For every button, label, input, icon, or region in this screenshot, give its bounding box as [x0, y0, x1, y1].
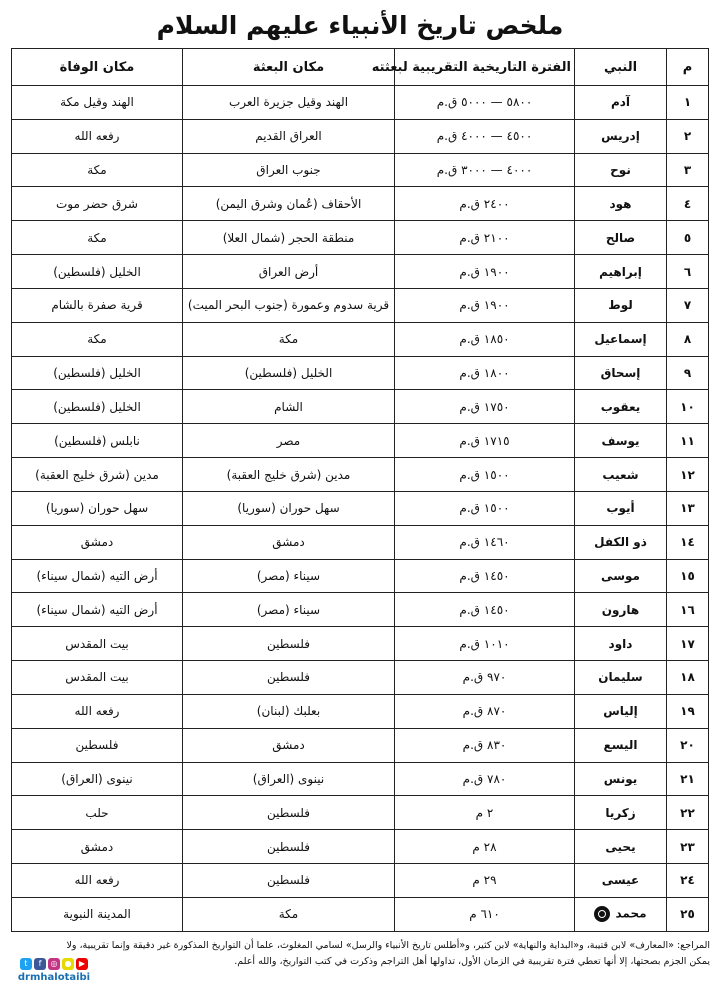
row-num: [667, 153, 709, 187]
row-prophet: [575, 593, 667, 627]
row-num: [667, 762, 709, 796]
brand-watermark: [0, 956, 108, 996]
header-num: م: [667, 49, 709, 86]
row-num-text: ١٥: [680, 569, 695, 583]
row-num-text: ١٧: [680, 636, 695, 651]
row-prophet-text: هارون: [601, 602, 640, 617]
table-row: [12, 661, 709, 695]
row-death-place-text: الخليل (فلسطين): [53, 264, 141, 279]
row-mission-place-text: قرية سدوم وعمورة (جنوب البحر الميت): [187, 298, 390, 313]
row-prophet-text: إبراهيم: [599, 264, 642, 279]
row-mission-place: [183, 491, 395, 525]
row-prophet-text: نوح: [610, 163, 631, 178]
row-num: [667, 796, 709, 830]
row-death-place: [12, 762, 183, 796]
row-prophet-text: إسحاق: [600, 366, 641, 381]
row-period-text: ١٥٠٠ ق.م: [459, 467, 510, 482]
facebook-icon: f: [34, 958, 46, 970]
row-death-place-text: رفعه الله: [74, 704, 120, 719]
table-row: [12, 796, 709, 830]
row-death-place-text: المدينة النبوية: [63, 907, 131, 922]
row-death-place: [12, 458, 183, 492]
row-mission-place-text: الشام: [274, 399, 303, 414]
row-prophet-text: يوسف: [601, 433, 640, 448]
row-death-place: [12, 728, 183, 762]
row-death-place-text: نينوى (العراق): [61, 771, 133, 786]
row-mission-place-text: جنوب العراق: [256, 163, 321, 178]
row-death-place-text: مكة: [87, 230, 107, 245]
brand-handle: drmhalotaibi: [17, 972, 91, 983]
row-prophet-text: موسى: [601, 569, 640, 583]
row-death-place: [12, 559, 183, 593]
row-mission-place: [183, 288, 395, 322]
row-prophet-text: إدريس: [601, 129, 640, 144]
row-prophet-text: زكريا: [605, 805, 636, 820]
row-num: [667, 255, 709, 289]
row-prophet-text: ذو الكفل: [594, 535, 647, 550]
row-mission-place-text: الهند وقيل جزيرة العرب: [228, 95, 349, 110]
references-line-1: المراجع: «المعارف» لابن قتيبة، و«البداية والنهاية» لابن كثير، و«أطلس تاريخ الأنبياء والرسل» لسامي المغلوث، علما أن التواريخ المذكورة غير دقيقة وإنما تقريبية، ولا: [66, 940, 710, 951]
row-period: [395, 694, 575, 728]
row-period-text: ٩٧٠ ق.م: [462, 670, 507, 685]
table-row: [12, 593, 709, 627]
row-mission-place-text: العراق القديم: [255, 129, 322, 144]
row-period-text: ٢٩ م: [472, 873, 497, 888]
row-num: [667, 458, 709, 492]
row-death-place-text: مكة: [87, 332, 107, 347]
row-num: [667, 830, 709, 864]
row-num-text: ١٤: [680, 535, 695, 550]
row-prophet: [575, 322, 667, 356]
prophets-table: [11, 48, 709, 932]
row-period: [395, 830, 575, 864]
row-period-text: ٨٧٠ ق.م: [462, 704, 507, 719]
row-mission-place-text: مكة: [278, 332, 299, 347]
row-period-text: ٨٣٠ ق.م: [462, 738, 507, 753]
row-num-text: ٧: [683, 298, 692, 313]
row-num: [667, 119, 709, 153]
row-death-place-text: بيت المقدس: [65, 670, 129, 685]
row-death-place: [12, 864, 183, 898]
row-prophet-text: يعقوب: [600, 399, 641, 414]
header-death-place: مكان الوفاة: [12, 49, 183, 86]
row-period: [395, 627, 575, 661]
row-num-text: ٢٣: [680, 839, 695, 854]
row-mission-place: [183, 187, 395, 221]
row-prophet: [575, 830, 667, 864]
row-num-text: ٢٤: [680, 873, 695, 888]
row-prophet-text: هود: [609, 196, 632, 211]
row-num: [667, 593, 709, 627]
row-num: [667, 187, 709, 221]
row-prophet: [575, 661, 667, 695]
row-num-text: ١٦: [680, 602, 695, 617]
row-death-place: [12, 593, 183, 627]
row-num-text: ١٣: [680, 501, 695, 516]
row-death-place-text: دمشق: [80, 535, 114, 550]
row-num: [667, 322, 709, 356]
row-mission-place: [183, 830, 395, 864]
row-mission-place: [183, 627, 395, 661]
social-icons: [0, 958, 108, 970]
row-period-text: ٤٥٠٠ — ٤٠٠٠ ق.م: [436, 129, 533, 144]
twitter-icon: t: [20, 958, 32, 970]
row-prophet-text: لوط: [608, 298, 633, 313]
row-period: [395, 525, 575, 559]
row-num-text: ٢١: [680, 771, 695, 786]
references: [10, 938, 710, 970]
table-row: [12, 458, 709, 492]
row-num-text: ٩: [683, 366, 692, 381]
header-period: الفترة التاريخية التقريبية لبعثته: [395, 49, 575, 86]
row-num: [667, 288, 709, 322]
row-num: [667, 86, 709, 120]
row-prophet-text: عيسى: [601, 873, 640, 888]
row-mission-place: [183, 525, 395, 559]
row-death-place: [12, 322, 183, 356]
honorific-seal-icon: [594, 906, 610, 922]
row-prophet: [575, 728, 667, 762]
table-row: [12, 221, 709, 255]
row-num: [667, 424, 709, 458]
row-period: [395, 221, 575, 255]
row-mission-place: [183, 221, 395, 255]
row-num: [667, 864, 709, 898]
table-row: [12, 694, 709, 728]
row-prophet: [575, 897, 667, 931]
row-period: [395, 491, 575, 525]
row-num-text: ٨: [683, 332, 692, 347]
row-death-place-text: الهند وقيل مكة: [60, 95, 134, 110]
row-mission-place-text: بعلبك (لبنان): [256, 704, 321, 719]
row-period: [395, 424, 575, 458]
row-mission-place: [183, 86, 395, 120]
row-mission-place-text: فلسطين: [266, 873, 310, 888]
row-prophet: [575, 221, 667, 255]
row-period-text: ١٤٥٠ ق.م: [459, 569, 510, 583]
row-period: [395, 762, 575, 796]
row-prophet: [575, 458, 667, 492]
row-death-place: [12, 525, 183, 559]
row-num: [667, 221, 709, 255]
header-prophet: النبي: [575, 49, 667, 86]
row-prophet-text: صالح: [605, 230, 636, 245]
table-row: [12, 119, 709, 153]
row-num-text: ٥: [683, 230, 692, 245]
row-mission-place: [183, 356, 395, 390]
row-prophet-text: يحيى: [605, 839, 636, 854]
table-header-row: [12, 49, 709, 86]
row-death-place: [12, 694, 183, 728]
row-prophet-text: اليسع: [603, 738, 638, 753]
table-row: [12, 187, 709, 221]
row-mission-place: [183, 593, 395, 627]
page-title: ملخص تاريخ الأنبياء عليهم السلام: [156, 11, 564, 40]
row-death-place-text: بيت المقدس: [65, 636, 129, 651]
row-prophet: [575, 153, 667, 187]
row-period-text: ١٠١٠ ق.م: [459, 636, 510, 651]
row-mission-place: [183, 762, 395, 796]
table-row: [12, 390, 709, 424]
table-row: [12, 356, 709, 390]
row-period-text: ١٥٠٠ ق.م: [459, 501, 510, 516]
table-row: [12, 424, 709, 458]
row-death-place: [12, 424, 183, 458]
row-death-place-text: حلب: [85, 805, 109, 820]
row-num-text: ٢٠: [680, 738, 695, 753]
row-prophet: [575, 424, 667, 458]
table-row: [12, 491, 709, 525]
row-num: [667, 728, 709, 762]
row-prophet: [575, 356, 667, 390]
table-row: [12, 255, 709, 289]
row-period-text: ٦١٠ م: [469, 907, 500, 922]
row-prophet-text: داود: [608, 636, 633, 651]
row-mission-place: [183, 694, 395, 728]
row-num-text: ٢٢: [680, 805, 695, 820]
row-period: [395, 458, 575, 492]
row-mission-place-text: أرض العراق: [258, 264, 319, 279]
row-period-text: ١٧٥٠ ق.م: [459, 399, 510, 414]
row-prophet-text: آدم: [610, 95, 631, 110]
row-prophet-text: إلياس: [603, 704, 638, 719]
table-row: [12, 322, 709, 356]
row-period-text: ١٧١٥ ق.م: [459, 433, 510, 448]
row-period: [395, 119, 575, 153]
row-prophet-text: سليمان: [598, 670, 643, 685]
row-mission-place-text: منطقة الحجر (شمال العلا): [222, 230, 355, 245]
row-num: [667, 661, 709, 695]
row-mission-place-text: سيناء (مصر): [256, 602, 321, 617]
row-prophet-text: محمد: [615, 906, 647, 921]
row-mission-place-text: سهل حوران (سوريا): [237, 501, 340, 516]
row-period: [395, 187, 575, 221]
row-death-place-text: قرية صفرة بالشام: [51, 298, 143, 313]
row-period-text: ١٩٠٠ ق.م: [459, 264, 510, 279]
row-mission-place: [183, 153, 395, 187]
row-prophet-text: شعيب: [602, 467, 639, 482]
header-mission-place: مكان البعثة: [183, 49, 395, 86]
row-prophet: [575, 255, 667, 289]
row-period-text: ١٨٠٠ ق.م: [459, 366, 510, 381]
row-prophet: [575, 559, 667, 593]
row-death-place-text: الخليل (فلسطين): [53, 366, 141, 381]
row-death-place: [12, 661, 183, 695]
row-num-text: ٢٥: [680, 907, 695, 922]
row-mission-place: [183, 728, 395, 762]
row-mission-place: [183, 390, 395, 424]
row-mission-place: [183, 796, 395, 830]
row-death-place: [12, 627, 183, 661]
row-mission-place-text: مصر: [276, 433, 301, 448]
row-mission-place: [183, 559, 395, 593]
row-prophet: [575, 119, 667, 153]
row-num-text: ٤: [683, 196, 692, 211]
row-period: [395, 864, 575, 898]
row-period-text: ٢٤٠٠ ق.م: [459, 196, 510, 211]
row-num-text: ١٢: [680, 467, 695, 482]
row-death-place-text: مكة: [87, 163, 107, 178]
table-row: [12, 897, 709, 931]
row-period-text: ١٤٦٠ ق.م: [459, 535, 510, 550]
row-death-place: [12, 897, 183, 931]
table-row: [12, 830, 709, 864]
row-death-place-text: نابلس (فلسطين): [54, 433, 140, 448]
row-death-place: [12, 86, 183, 120]
row-period: [395, 356, 575, 390]
table-row: [12, 559, 709, 593]
table-row: [12, 627, 709, 661]
row-death-place-text: دمشق: [80, 839, 114, 854]
row-period: [395, 559, 575, 593]
row-num-text: ٣: [683, 163, 692, 178]
row-num-text: ١٠: [680, 399, 695, 414]
row-mission-place-text: فلسطين: [266, 805, 310, 820]
row-mission-place-text: الأحقاف (عُمان وشرق اليمن): [215, 196, 362, 211]
row-death-place-text: أرض التيه (شمال سيناء): [36, 569, 158, 583]
row-period: [395, 728, 575, 762]
row-period: [395, 86, 575, 120]
row-period: [395, 661, 575, 695]
row-num: [667, 559, 709, 593]
row-period-text: ٤٠٠٠ — ٣٠٠٠ ق.م: [436, 163, 533, 178]
row-mission-place: [183, 322, 395, 356]
row-mission-place-text: دمشق: [272, 738, 305, 753]
row-period: [395, 593, 575, 627]
row-death-place-text: فلسطين: [75, 738, 119, 753]
row-death-place-text: سهل حوران (سوريا): [45, 501, 149, 516]
row-period: [395, 897, 575, 931]
row-period-text: ١٨٥٠ ق.م: [459, 332, 510, 347]
row-death-place: [12, 187, 183, 221]
row-death-place: [12, 491, 183, 525]
row-death-place-text: مدين (شرق خليج العقبة): [35, 467, 159, 482]
row-num-text: ٦: [683, 264, 692, 279]
row-death-place-text: رفعه الله: [74, 873, 120, 888]
row-death-place: [12, 830, 183, 864]
row-prophet: [575, 288, 667, 322]
row-prophet: [575, 491, 667, 525]
row-num: [667, 491, 709, 525]
table-row: [12, 762, 709, 796]
row-period: [395, 796, 575, 830]
row-period-text: ٢١٠٠ ق.م: [459, 230, 510, 245]
row-death-place: [12, 153, 183, 187]
row-mission-place: [183, 864, 395, 898]
row-prophet: [575, 796, 667, 830]
row-prophet: [575, 694, 667, 728]
row-death-place: [12, 356, 183, 390]
row-prophet-text: إسماعيل: [594, 332, 647, 347]
row-period-text: ١٩٠٠ ق.م: [459, 298, 510, 313]
row-num-text: ٢: [683, 129, 692, 144]
row-prophet: [575, 187, 667, 221]
row-mission-place-text: مدين (شرق خليج العقبة): [226, 467, 351, 482]
row-prophet: [575, 627, 667, 661]
row-period: [395, 288, 575, 322]
table-row: [12, 153, 709, 187]
table-body: [12, 86, 709, 932]
row-death-place: [12, 390, 183, 424]
row-num-text: ١٩: [680, 704, 695, 719]
row-prophet: [575, 86, 667, 120]
row-num: [667, 897, 709, 931]
row-mission-place: [183, 119, 395, 153]
row-period: [395, 153, 575, 187]
youtube-icon: ▶: [76, 958, 88, 970]
row-death-place: [12, 221, 183, 255]
row-period-text: ٢ م: [475, 805, 494, 820]
row-mission-place: [183, 897, 395, 931]
row-death-place: [12, 288, 183, 322]
row-death-place-text: رفعه الله: [74, 129, 120, 144]
table-row: [12, 728, 709, 762]
row-period: [395, 255, 575, 289]
row-period: [395, 322, 575, 356]
row-num: [667, 525, 709, 559]
row-mission-place-text: الخليل (فلسطين): [244, 366, 333, 381]
row-mission-place: [183, 424, 395, 458]
row-num: [667, 356, 709, 390]
references-line-2: يمكن الجزم بصحتها، إلا أنها تعطي فترة تقريبية في الزمان الأول، تداولها أهل التراجم وذكرت في كتب التواريخ، والله أعلم.: [234, 956, 710, 967]
row-mission-place: [183, 255, 395, 289]
row-num: [667, 627, 709, 661]
instagram-icon: ◎: [48, 958, 60, 970]
row-period-text: ١٤٥٠ ق.م: [459, 602, 510, 617]
row-period-text: ٧٨٠ ق.م: [462, 771, 507, 786]
row-num-text: ١١: [680, 433, 695, 448]
row-mission-place-text: دمشق: [272, 535, 305, 550]
row-mission-place-text: نينوى (العراق): [252, 771, 325, 786]
row-mission-place: [183, 458, 395, 492]
row-death-place: [12, 796, 183, 830]
row-mission-place: [183, 661, 395, 695]
row-period-text: ٥٨٠٠ — ٥٠٠٠ ق.م: [436, 95, 533, 110]
row-mission-place-text: فلسطين: [266, 670, 310, 685]
row-mission-place-text: مكة: [278, 907, 299, 922]
row-num: [667, 694, 709, 728]
row-death-place: [12, 119, 183, 153]
table-row: [12, 525, 709, 559]
row-period: [395, 390, 575, 424]
row-death-place-text: شرق حضر موت: [56, 196, 138, 211]
row-prophet: [575, 762, 667, 796]
table-row: [12, 864, 709, 898]
row-death-place-text: الخليل (فلسطين): [53, 399, 141, 414]
table-row: [12, 86, 709, 120]
row-prophet: [575, 525, 667, 559]
row-prophet: [575, 390, 667, 424]
row-death-place: [12, 255, 183, 289]
row-prophet-text: يونس: [603, 771, 638, 786]
row-period-text: ٢٨ م: [472, 839, 497, 854]
row-mission-place-text: فلسطين: [266, 839, 310, 854]
row-num-text: ١٨: [680, 670, 695, 685]
snapchat-icon: ●: [62, 958, 74, 970]
row-prophet-text: أيوب: [606, 501, 635, 516]
row-num-text: ١: [683, 95, 692, 110]
table-row: [12, 288, 709, 322]
row-prophet: [575, 864, 667, 898]
row-num: [667, 390, 709, 424]
row-death-place-text: أرض التيه (شمال سيناء): [36, 602, 158, 617]
row-mission-place-text: سيناء (مصر): [256, 569, 321, 583]
row-mission-place-text: فلسطين: [266, 636, 310, 651]
